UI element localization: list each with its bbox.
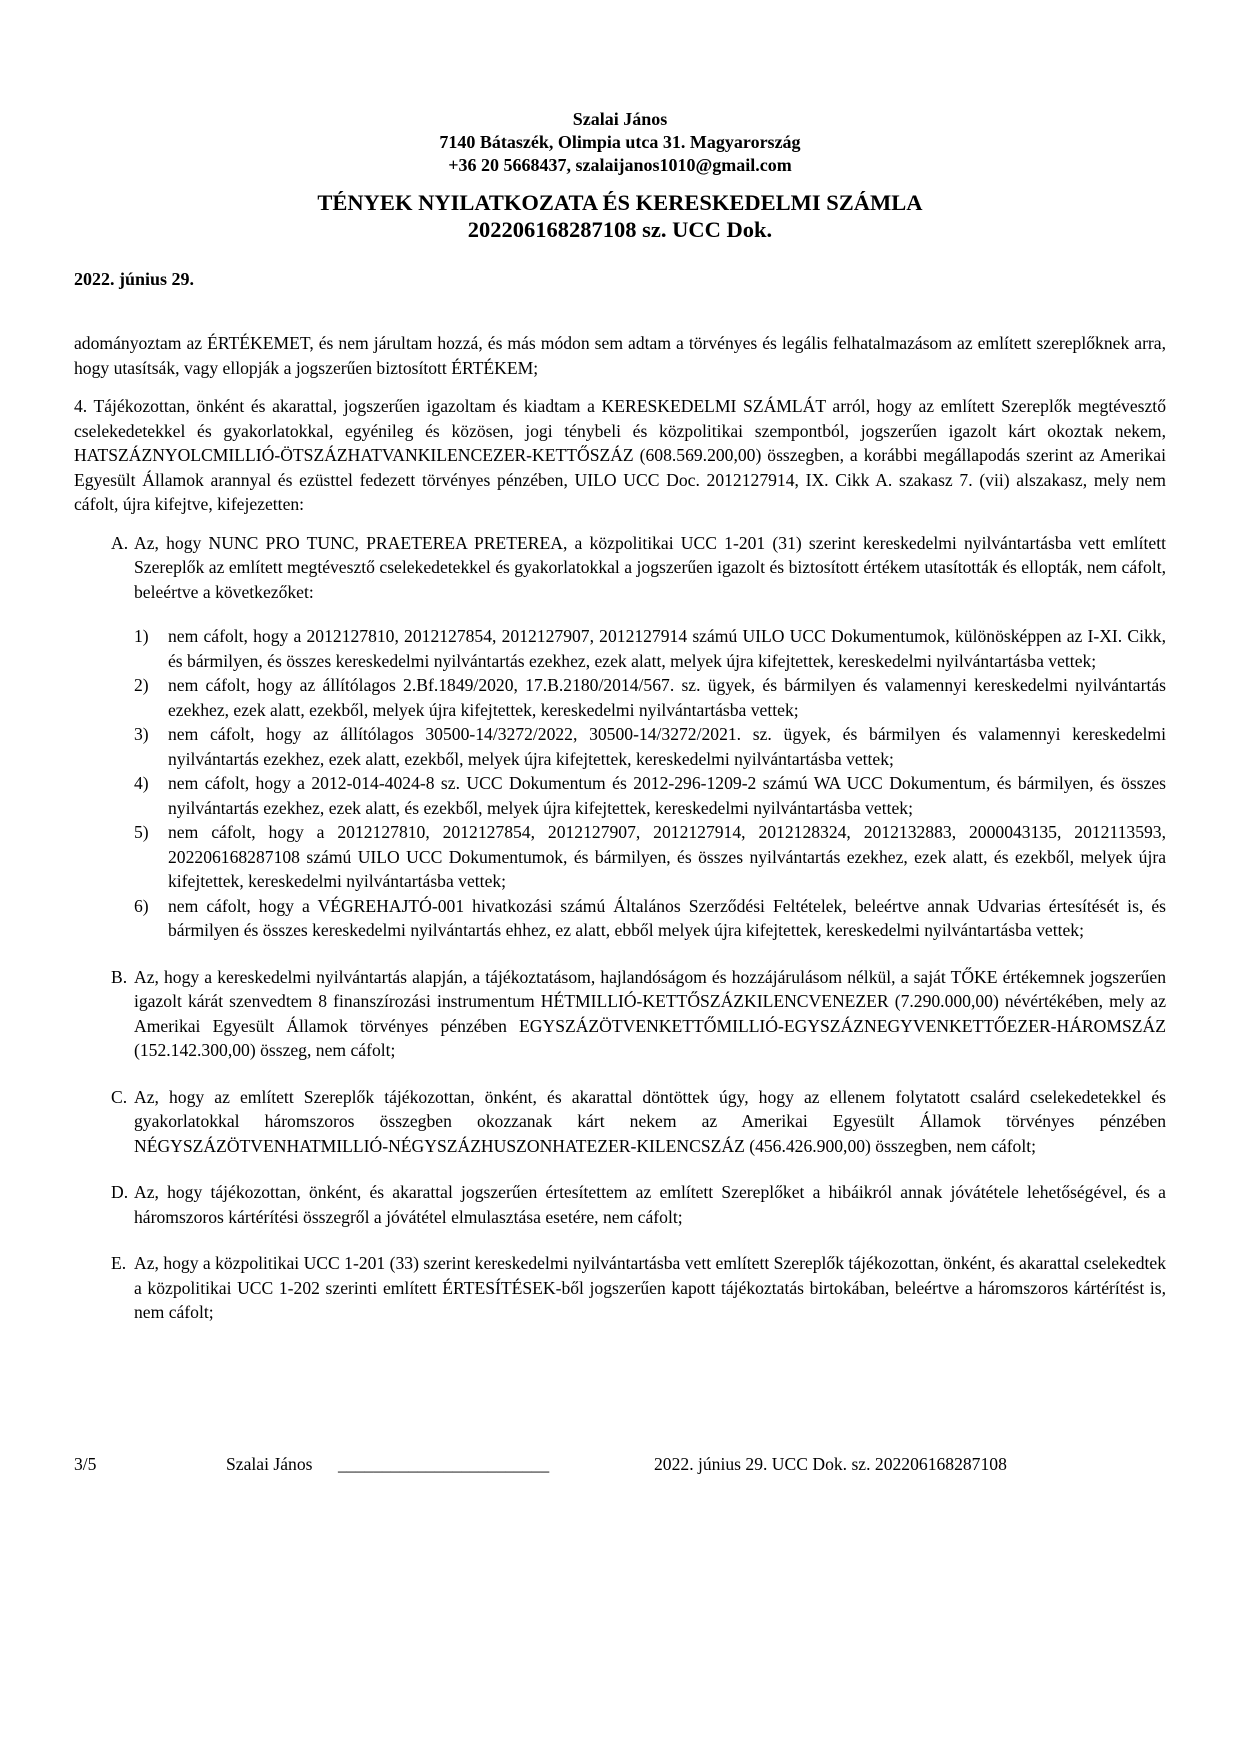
item-text: nem cáfolt, hogy a 2012127810, 2012127854, 2012127907, 2012127914, 2012128324, 2012132883, 2000043135, 2012113593, 202206168287108 számú UILO UCC Dokumentumok, és bármilyen, és összes nyilvántartás ezekhez, ezek alatt, és ezekből, melyek újra kifejtettek, kereskedelmi nyilvántartásba vettek; bbox=[168, 822, 1166, 891]
list-item-c bbox=[74, 1085, 1166, 1159]
document-page bbox=[74, 108, 1166, 1347]
author-contact: +36 20 5668437, szalaijanos1010@gmail.com bbox=[448, 155, 792, 175]
item-number: 4) bbox=[134, 773, 149, 793]
item-number: 3) bbox=[134, 724, 149, 744]
lettered-list bbox=[74, 531, 1166, 1325]
paragraph-continuation: adományoztam az ÉRTÉKEMET, és nem járultam hozzá, és más módon sem adtam a törvényes és legális felhatalmazásom az említett szereplőknek arra, hogy utasítsák, vagy ellopják a jogszerűen biztosított ÉRTÉKEM; bbox=[74, 333, 1166, 378]
signer-name: Szalai János bbox=[226, 1454, 313, 1474]
item-label: A. bbox=[111, 532, 129, 553]
item-number: 2) bbox=[134, 675, 149, 695]
signature-line: ________________________ bbox=[338, 1454, 550, 1474]
list-item bbox=[134, 894, 1166, 943]
list-item bbox=[134, 820, 1166, 894]
item-label: C. bbox=[111, 1086, 128, 1107]
item-label: E. bbox=[111, 1253, 127, 1273]
item-text: Az, hogy NUNC PRO TUNC, PRAETEREA PRETEREA, a közpolitikai UCC 1-201 (31) szerint kereskedelmi nyilvántartásba vett említett Szereplők az említett megtévesztő cselekedetekkel és gyakorlatokkal a jogszerűen igazolt és biztosított értékem utasították és ellopták, nem cáfolt, beleértve a következőket: bbox=[134, 532, 1166, 602]
item-text: nem cáfolt, hogy a VÉGREHAJTÓ-001 hivatkozási számú Általános Szerződési Feltételek, beleértve annak Udvarias értesítését is, és bármilyen és összes kereskedelmi nyilvántartás ehhez, ez alatt, ebből melyek újra kifejtettek, kereskedelmi nyilvántartásba vettek; bbox=[168, 895, 1166, 940]
item-number: 1) bbox=[134, 626, 149, 646]
item-number: 5) bbox=[134, 822, 149, 842]
numbered-list bbox=[134, 624, 1166, 943]
list-item bbox=[134, 673, 1166, 722]
item-text: nem cáfolt, hogy az állítólagos 30500-14/3272/2022, 30500-14/3272/2021. sz. ügyek, és bármilyen és valamennyi kereskedelmi nyilvántartás ezekhez, ezek alatt, ezekből, melyek újra kifejtettek, kereskedelmi nyilvántartásba vettek; bbox=[168, 724, 1166, 769]
footer-reference: 2022. június 29. UCC Dok. sz. 202206168287108 bbox=[654, 1454, 1007, 1474]
list-item bbox=[134, 771, 1166, 820]
page-number: 3/5 bbox=[74, 1454, 97, 1474]
list-item-b bbox=[74, 965, 1166, 1063]
list-item-e bbox=[74, 1251, 1166, 1325]
list-item-d bbox=[74, 1180, 1166, 1229]
item-text: nem cáfolt, hogy a 2012-014-4024-8 sz. UCC Dokumentum és 2012-296-1209-2 számú WA UCC Dokumentum, és bármilyen, és összes nyilvántartás ezekhez, ezek alatt, és ezekből, melyek újra kifejtettek, kereskedelmi nyilvántartásba vettek; bbox=[168, 773, 1166, 818]
item-text: nem cáfolt, hogy a 2012127810, 2012127854, 2012127907, 2012127914 számú UILO UCC Dokumentumok, különösképpen az I-XI. Cikk, és bármilyen, és összes kereskedelmi nyilvántartás ezekhez, ezek alatt, melyek újra kifejtettek, kereskedelmi nyilvántartásba vettek; bbox=[168, 626, 1166, 671]
list-item bbox=[134, 624, 1166, 673]
item-text: Az, hogy a kereskedelmi nyilvántartás alapján, a tájékoztatásom, hajlandóságom és hozzájárulásom nélkül, a saját TŐKE értékemnek jogszerűen igazolt kárát szenvedtem 8 finanszírozási instrumentum HÉTMILLIÓ-KETTŐSZÁZKILENCVENEZER (7.290.000,00) névértékében, mely az Amerikai Egyesült Államok törvényes pénzében EGYSZÁZÖTVENKETTŐMILLIÓ-EGYSZÁZNEGYVENKETTŐEZER-HÁROMSZÁZ (152.142.300,00) összeg, nem cáfolt; bbox=[134, 966, 1166, 1060]
document-title bbox=[74, 189, 1166, 243]
list-item-a bbox=[74, 531, 1166, 943]
author-address: 7140 Bátaszék, Olimpia utca 31. Magyarország bbox=[439, 132, 801, 152]
letterhead bbox=[74, 108, 1166, 177]
paragraph-4: 4. Tájékozottan, önként és akarattal, jogszerűen igazoltam és kiadtam a KERESKEDELMI SZÁMLÁT arról, hogy az említett Szereplők megtévesztő cselekedetekkel és gyakorlatokkal, egyénileg és közösen, jogi ténybeli és közpolitikai szempontból, jogszerűen igazolt kárt okoztak nekem, HATSZÁZNYOLCMILLIÓ-ÖTSZÁZHATVANKILENCEZER-KETTŐSZÁZ (608.569.200,00) összegben, a korábbi megállapodás szerint az Amerikai Egyesült Államok arannyal és ezüsttel fedezett törvényes pénzében, UILO UCC Doc. 2012127914, IX. Cikk A. szakasz 7. (vii) alszakasz, mely nem cáfolt, újra kifejtve, kifejezetten: bbox=[74, 396, 1166, 514]
item-text: Az, hogy a közpolitikai UCC 1-201 (33) szerint kereskedelmi nyilvántartásba vett említett Szereplők tájékozottan, önként, és akarattal cselekedtek a közpolitikai UCC 1-202 szerinti említett ÉRTESÍTÉSEK-ből jogszerűen kapott tájékoztatás birtokában, beleértve a háromszoros kártérítést is, nem cáfolt; bbox=[134, 1253, 1166, 1322]
item-text: nem cáfolt, hogy az állítólagos 2.Bf.1849/2020, 17.B.2180/2014/567. sz. ügyek, és bármilyen és valamennyi kereskedelmi nyilvántartás ezekhez, ezek alatt, ezekből, melyek újra kifejtettek, kereskedelmi nyilvántartásba vettek; bbox=[168, 675, 1166, 720]
item-label: B. bbox=[111, 966, 128, 987]
author-name: Szalai János bbox=[572, 109, 668, 129]
item-text: Az, hogy tájékozottan, önként, és akarattal jogszerűen értesítettem az említett Szereplőket a hibáikról annak jóvátétele lehetőségével, és a háromszoros kártérítési összegről a jóvátétel elmulasztása esetére, nem cáfolt; bbox=[134, 1182, 1166, 1227]
item-number: 6) bbox=[134, 895, 149, 916]
document-date: 2022. június 29. bbox=[74, 269, 195, 289]
title-line-2: 202206168287108 sz. UCC Dok. bbox=[467, 217, 773, 242]
title-line-1: TÉNYEK NYILATKOZATA ÉS KERESKEDELMI SZÁMLA bbox=[317, 190, 923, 215]
item-label: D. bbox=[111, 1182, 129, 1202]
list-item bbox=[134, 722, 1166, 771]
item-text: Az, hogy az említett Szereplők tájékozottan, önként, és akarattal döntöttek úgy, hogy az ellenem folytatott csalárd cselekedetekkel és gyakorlatokkal háromszoros összegben okozzanak kárt nekem az Amerikai Egyesült Államok törvényes pénzében NÉGYSZÁZÖTVENHATMILLIÓ-NÉGYSZÁZHUSZONHATEZER-KILENCSZÁZ (456.426.900,00) összegben, nem cáfolt; bbox=[134, 1086, 1166, 1156]
